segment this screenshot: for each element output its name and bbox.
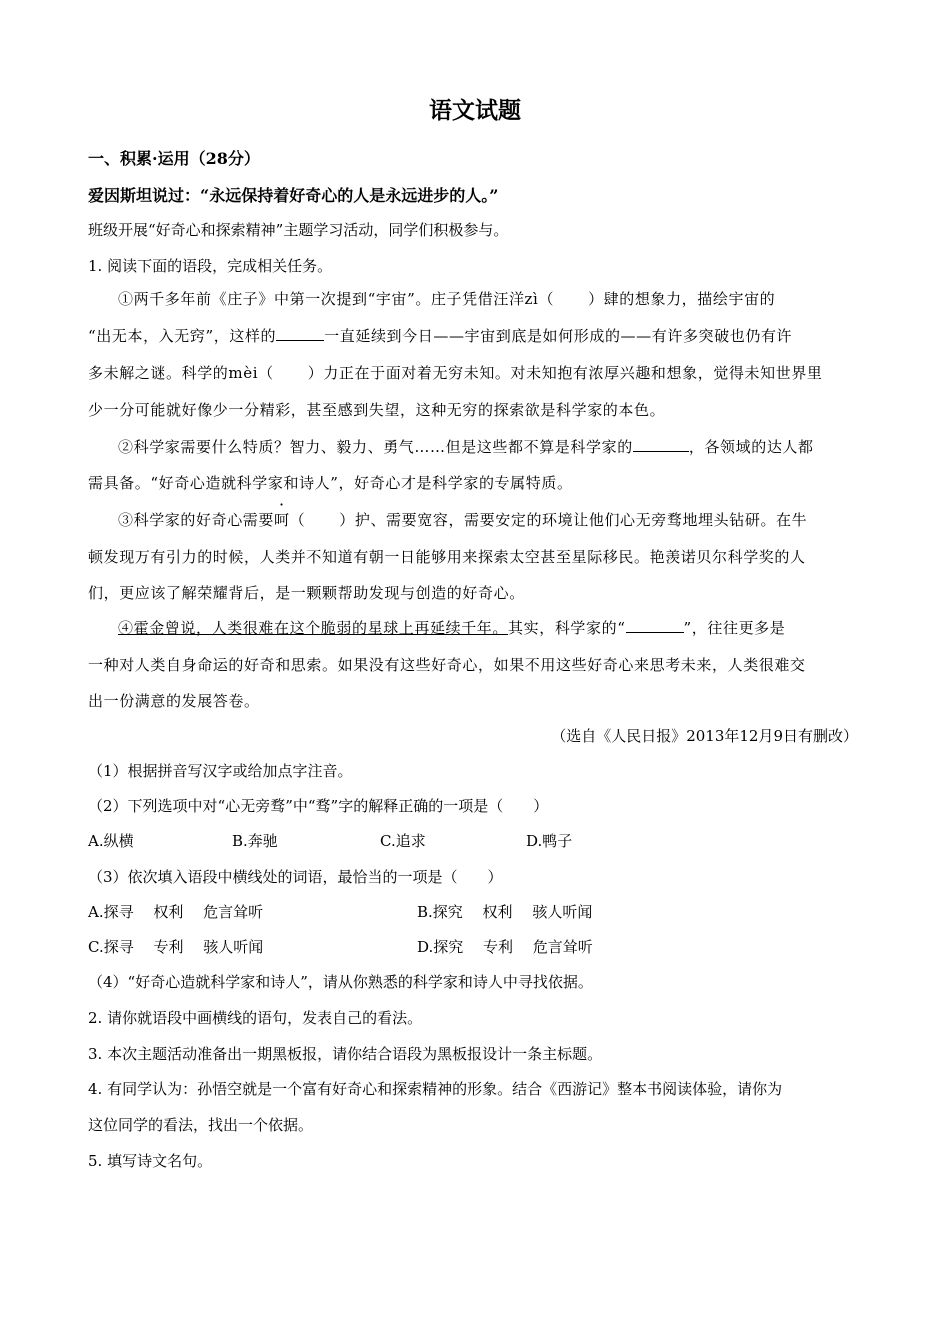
passage-p2-line1: ②科学家需要什么特质？智力、毅力、勇气……但是这些都不算是科学家的 ，各领域的达人都 bbox=[118, 438, 814, 456]
pinyin-zi: zì bbox=[524, 290, 539, 308]
question-4-line1: 4. 有同学认为：孙悟空就是一个富有好奇心和探索精神的形象。结合《西游记》整本书阅读体验，请你为 bbox=[88, 1080, 783, 1098]
option-3d: D.探究 专利 危言耸听 bbox=[417, 938, 593, 956]
passage-source: （选自《人民日报》2013年12月9日有删改） bbox=[551, 727, 858, 745]
passage-p4-line3: 出一份满意的发展答卷。 bbox=[88, 692, 260, 710]
passage-p2-line2: 需具备。“好奇心造就科学家和诗人”，好奇心才是科学家的专属特质。 bbox=[88, 474, 573, 492]
underlined-sentence: ④霍金曾说，人类很难在这个脆弱的星球上再延续千年。 bbox=[118, 619, 509, 637]
question-5: 5. 填写诗文名句。 bbox=[88, 1152, 213, 1170]
question-2: 2. 请你就语段中画横线的语句，发表自己的看法。 bbox=[88, 1009, 423, 1027]
subquestion-1: （1）根据拼音写汉字或给加点字注音。 bbox=[88, 762, 353, 780]
passage-p3-line1: ③科学家的好奇心需要呵（ ）护、需要宽容，需要安定的环境让他们心无旁骛地埋头钻研。在牛 bbox=[118, 511, 808, 529]
fill-blank-3 bbox=[626, 618, 684, 633]
passage-p4-line1: ④霍金曾说，人类很难在这个脆弱的星球上再延续千年。其实，科学家的“ ”，往往更多是 bbox=[118, 619, 786, 637]
passage-p1-line4: 少一分可能就好像少一分精彩，甚至感到失望，这种无穷的探索欲是科学家的本色。 bbox=[88, 401, 666, 419]
activity-intro: 班级开展“好奇心和探索精神”主题学习活动，同学们积极参与。 bbox=[88, 221, 509, 239]
question-3: 3. 本次主题活动准备出一期黑板报，请你结合语段为黑板报设计一条主标题。 bbox=[88, 1045, 603, 1063]
fill-blank-1 bbox=[276, 326, 324, 341]
question-1-prompt: 1. 阅读下面的语段，完成相关任务。 bbox=[88, 257, 333, 275]
passage-p1-line2: “出无本，入无窍”，这样的 一直延续到今日——宇宙到底是如何形成的——有许多突破也仍有许 bbox=[88, 327, 793, 345]
section-heading: 一、积累·运用（28分） bbox=[88, 149, 260, 168]
subquestion-4: （4）“好奇心造就科学家和诗人”，请从你熟悉的科学家和诗人中寻找依据。 bbox=[88, 973, 593, 991]
passage-p1-line3: 多未解之谜。科学的mèi（ ）力正在于面对着无穷未知。对未知抱有浓厚兴趣和想象，觉得未知世界里 bbox=[88, 364, 823, 382]
option-3b: B.探究 权利 骇人听闻 bbox=[417, 903, 593, 921]
fill-blank-2 bbox=[633, 437, 689, 452]
passage-p3-line2: 顿发现万有引力的时候，人类并不知道有朝一日能够用来探索太空甚至星际移民。艳羡诺贝尔科学奖的人 bbox=[88, 548, 806, 566]
einstein-quote: 爱因斯坦说过：“永远保持着好奇心的人是永远进步的人。” bbox=[88, 186, 499, 205]
subquestion-3: （3）依次填入语段中横线处的词语，最恰当的一项是（ ） bbox=[88, 868, 503, 886]
option-3c: C.探寻 专利 骇人听闻 bbox=[88, 938, 264, 956]
passage-p4-line2: 一种对人类自身命运的好奇和思索。如果没有这些好奇心，如果不用这些好奇心来思考未来，人类很难交 bbox=[88, 656, 806, 674]
option-2b: B.奔驰 bbox=[232, 832, 278, 850]
option-2a: A.纵横 bbox=[88, 832, 134, 850]
passage-p3-line3: 们，更应该了解荣耀背后，是一颗颗帮助发现与创造的好奇心。 bbox=[88, 584, 525, 602]
option-2d: D.鸭子 bbox=[526, 832, 573, 850]
question-4-line2: 这位同学的看法，找出一个依据。 bbox=[88, 1116, 314, 1134]
pinyin-mei: mèi bbox=[228, 364, 259, 382]
option-2c: C.追求 bbox=[380, 832, 426, 850]
page-title: 语文试题 bbox=[429, 97, 521, 124]
passage-p1-line1: ①两千多年前《庄子》中第一次提到“宇宙”。庄子凭借汪洋zì（ ）肆的想象力，描绘宇宙的 bbox=[118, 290, 776, 308]
subquestion-2: （2）下列选项中对“心无旁骛”中“骛”字的解释正确的一项是（ ） bbox=[88, 797, 549, 815]
dotted-char: 呵 bbox=[274, 511, 290, 529]
option-3a: A.探寻 权利 危言耸听 bbox=[88, 903, 264, 921]
